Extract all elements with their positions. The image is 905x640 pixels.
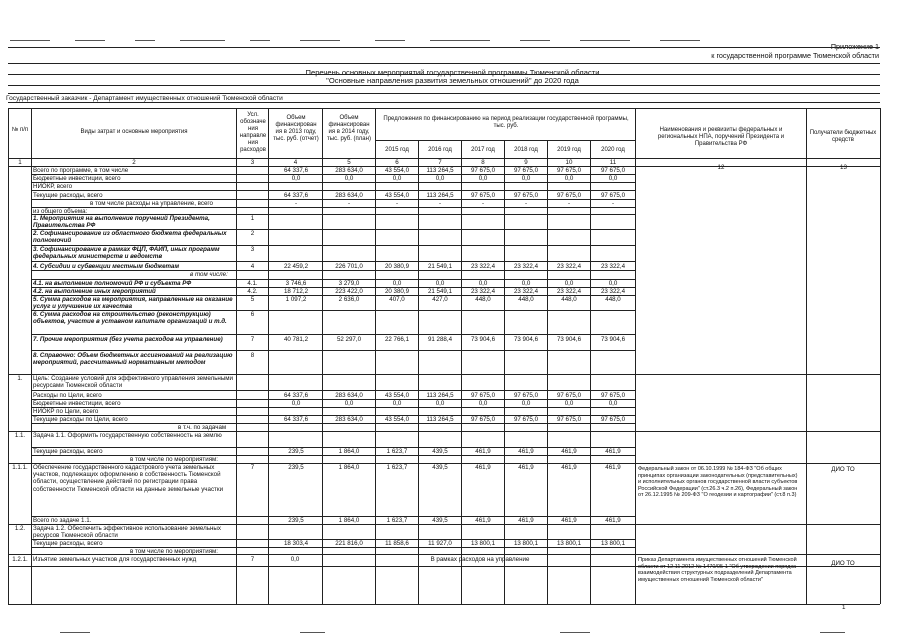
value-cell: 461,9 xyxy=(518,464,534,471)
value-cell: 97 675,0 xyxy=(470,192,496,199)
col-number: 11 xyxy=(609,159,617,166)
value-cell: 43 554,0 xyxy=(384,167,410,174)
row-label: 4.2. на выполнение иных мероприятий xyxy=(33,288,156,295)
value-cell: 3 746,6 xyxy=(285,280,307,287)
col-number: 9 xyxy=(524,159,528,166)
col-cond-header: Усл. обозначе ния направле ния расходов xyxy=(239,112,267,153)
col-recipients-header: Получатели бюджетных средств xyxy=(809,130,877,143)
value-cell: 461,9 xyxy=(605,464,621,471)
value-cell: 97 675,0 xyxy=(600,416,626,423)
col-year-2015: 2015 год xyxy=(385,147,409,153)
col-number: 8 xyxy=(481,159,485,166)
value-cell: 13 800,1 xyxy=(513,540,539,547)
value-cell: 11 927,0 xyxy=(428,540,452,547)
row-label: Текущие расходы по Цели, всего xyxy=(33,416,128,423)
value-cell: 13 800,1 xyxy=(600,540,626,547)
cond-code: 3 xyxy=(250,246,255,253)
row-label: в т.ч. по задачам xyxy=(178,424,227,431)
value-cell: 0,0 xyxy=(435,400,445,407)
value-cell: 64 337,6 xyxy=(283,167,309,174)
value-cell: 22 459,2 xyxy=(283,263,309,270)
col-number: 1 xyxy=(18,159,22,166)
row-number: 1. xyxy=(17,375,23,382)
row-label: в том числе расходы на управление, всего xyxy=(90,200,213,207)
scan-mark xyxy=(300,40,340,41)
value-cell: 43 554,0 xyxy=(384,192,410,199)
row-number: 1.2.1. xyxy=(12,556,28,563)
scan-mark xyxy=(430,40,490,41)
col-number: 3 xyxy=(250,159,255,166)
value-cell: 23 322,4 xyxy=(513,288,539,295)
value-cell: 0,0 xyxy=(521,175,531,182)
value-cell: 97 675,0 xyxy=(470,167,496,174)
row-label: Задача 1.2. Обеспечить эффективное использование земельных ресурсов Тюменской области xyxy=(33,525,221,540)
recipient: ДИО ТО xyxy=(831,560,855,567)
col-npa-header: Наименования и реквизиты федеральных и региональных НПА, поручений Президента и Правительства РФ xyxy=(657,127,785,147)
scan-mark xyxy=(300,632,325,633)
value-cell: 23 322,4 xyxy=(556,263,582,270)
row-label: Текущие расходы, всего xyxy=(33,448,103,455)
value-cell: 0,0 xyxy=(564,400,574,407)
value-cell: 23 322,4 xyxy=(600,263,626,270)
npa-reference: Федеральный закон от 06.10.1999 № 184-ФЗ "Об общих принципах организации законодательных (представительных) и исполнительных органов государственной власти субъектов Российской Федерации" (ст.26.3 ч.2 п.26), Федеральный закон от 26.12.1995 № 209-ФЗ "О геодезии и картографии" (ст.8 п.3) xyxy=(638,466,798,498)
row-label: 4.1. на выполнение полномочий РФ и субъекта РФ xyxy=(33,280,192,287)
value-cell: 0,0 xyxy=(435,175,445,182)
value-cell: - xyxy=(524,200,528,207)
value-cell: 0,0 xyxy=(344,175,354,182)
scan-mark xyxy=(660,40,700,41)
value-cell: 23 322,4 xyxy=(556,288,582,295)
value-cell: 448,0 xyxy=(605,296,621,303)
value-cell: 18 303,4 xyxy=(283,540,309,547)
cond-code: 7 xyxy=(250,556,255,563)
row-label: Изъятие земельных участков для государственных нужд xyxy=(33,556,197,563)
row-label: в том числе: xyxy=(190,271,228,278)
value-cell: 97 675,0 xyxy=(513,167,539,174)
value-cell: 0,0 xyxy=(344,400,354,407)
value-cell: 97 675,0 xyxy=(600,167,626,174)
row-label: Всего по программе, в том числе xyxy=(33,167,129,174)
annex-reference: к государственной программе Тюменской области xyxy=(711,51,879,60)
cond-code: 8 xyxy=(250,352,255,359)
value-cell: 0,0 xyxy=(608,400,618,407)
value-cell: 23 322,4 xyxy=(600,288,626,295)
value-cell: 0,0 xyxy=(521,400,531,407)
value-cell: 283 634,0 xyxy=(335,192,363,199)
value-cell: 1 864,0 xyxy=(338,464,360,471)
value-cell: 22 766,1 xyxy=(384,336,410,343)
value-cell: 23 322,4 xyxy=(470,288,496,295)
scan-mark xyxy=(520,40,550,41)
row-number: 1.1. xyxy=(14,432,26,439)
value-cell: 439,5 xyxy=(432,448,448,455)
value-cell: 97 675,0 xyxy=(600,192,626,199)
value-cell: 13 800,1 xyxy=(470,540,496,547)
value-cell: 97 675,0 xyxy=(513,192,539,199)
value-cell: 73 904,6 xyxy=(600,336,626,343)
value-cell: 461,9 xyxy=(475,517,491,524)
value-cell: 64 337,6 xyxy=(283,416,309,423)
col-number: 4 xyxy=(293,159,298,166)
value-cell: 2 636,0 xyxy=(338,296,360,303)
value-cell: 97 675,0 xyxy=(556,416,582,423)
col-proposals-header: Предложения по финансированию на период реализации государственной программы, тыс. руб. xyxy=(383,116,629,129)
col-year-2017: 2017 год xyxy=(471,147,495,153)
value-cell: 283 634,0 xyxy=(335,392,363,399)
value-cell: 239,5 xyxy=(288,464,304,471)
value-cell: 0,0 xyxy=(564,280,574,287)
row-label: Бюджетные инвестиции, всего xyxy=(33,400,121,407)
row-label: 2. Софинансирование из областного бюджета федеральных полномочий xyxy=(33,230,227,245)
row-label: НИОКР по Цели, всего xyxy=(33,408,99,415)
value-cell: 283 634,0 xyxy=(335,416,363,423)
value-cell: 0,0 xyxy=(291,175,301,182)
recipient: ДИО ТО xyxy=(831,466,855,473)
value-cell: 461,9 xyxy=(518,517,534,524)
row-label: Обеспечение государственного кадастрового учета земельных участков, подлежащих оформлению в собственность Тюменской области, осуществление действий по регистрации права собственности Тюменской области на данные земельные участки xyxy=(33,464,224,493)
col-2013-header: Объем финансирован ия в 2013 году, тыс. руб. (отчет) xyxy=(273,115,319,142)
table-top-border xyxy=(8,108,880,109)
scan-mark xyxy=(560,632,590,633)
value-cell: 43 554,0 xyxy=(384,416,410,423)
scan-mark xyxy=(375,40,405,41)
value-cell: 97 675,0 xyxy=(556,167,582,174)
cond-code: 4.2. xyxy=(247,288,258,295)
row-label: Текущие расходы, всего xyxy=(33,192,103,199)
npa-reference: Приказ Департамента имущественных отношений Тюменской области от 12.11.2012 № 1470/05-1 "Об утверждении порядка взаимодействия структурных подразделений Департамента имущественных отношений Тюменской области" xyxy=(638,557,797,583)
value-cell: 239,5 xyxy=(288,517,304,524)
value-cell: - xyxy=(567,200,571,207)
value-cell: 113 264,5 xyxy=(426,167,454,174)
value-cell: 427,0 xyxy=(432,296,448,303)
row-label: Всего по задаче 1.1. xyxy=(33,517,92,524)
scan-mark xyxy=(250,40,270,41)
col-num-header: № п/п xyxy=(11,127,29,133)
value-cell: 73 904,6 xyxy=(513,336,539,343)
value-cell: - xyxy=(481,200,485,207)
document-title: Перечень основных мероприятий государственной программы Тюменской области xyxy=(305,68,600,77)
value-cell: 0,0 xyxy=(392,280,402,287)
scan-mark xyxy=(10,40,50,41)
value-cell: 0,0 xyxy=(478,280,488,287)
col-number: 5 xyxy=(347,159,351,166)
value-cell: 1 623,7 xyxy=(386,517,408,524)
value-cell: 21 549,1 xyxy=(427,288,453,295)
value-cell: 52 297,0 xyxy=(336,336,362,343)
col-2014-header: Объем финансирован ия в 2014 году, тыс. руб. (план) xyxy=(327,115,371,142)
row-label: Задача 1.1. Оформить государственную собственность на землю xyxy=(33,432,222,439)
value-cell: 448,0 xyxy=(475,296,491,303)
value-cell: 43 554,0 xyxy=(384,392,410,399)
cond-code: 4 xyxy=(250,263,255,270)
col-year-2018: 2018 год xyxy=(514,147,538,153)
row-label: Бюджетные инвестиции, всего xyxy=(33,175,121,182)
value-cell: 97 675,0 xyxy=(513,392,539,399)
row-label: 4. Субсидии и субвенции местным бюджетам xyxy=(33,263,180,270)
value-cell: 239,5 xyxy=(288,448,304,455)
value-cell: 461,9 xyxy=(518,448,534,455)
row-label: Цель: Создание условий для эффективного управления земельными ресурсами Тюменской области xyxy=(33,375,234,390)
col-kinds-header: Виды затрат и основные мероприятия xyxy=(80,129,188,135)
value-cell: - xyxy=(294,200,298,207)
value-cell: 73 904,6 xyxy=(556,336,582,343)
value-cell: 91 288,4 xyxy=(427,336,453,343)
value-cell: 97 675,0 xyxy=(556,192,582,199)
page-mark: 1 xyxy=(842,604,846,611)
col-year-2020: 2020 год xyxy=(601,147,625,153)
value-cell: 0,0 xyxy=(392,175,402,182)
value-cell: 0,0 xyxy=(564,175,574,182)
value-cell: 461,9 xyxy=(605,448,621,455)
value-cell: 461,9 xyxy=(561,448,577,455)
row-label: в том числе по мероприятиям: xyxy=(130,548,219,555)
row-label: Текущие расходы, всего xyxy=(33,540,103,547)
cond-code: 2 xyxy=(250,230,255,237)
row-label: из общего объема: xyxy=(33,208,88,215)
value-cell: 226 701,0 xyxy=(335,263,363,270)
value-cell: 0,0 xyxy=(291,400,301,407)
value-cell: 448,0 xyxy=(561,296,577,303)
value-cell: 97 675,0 xyxy=(600,392,626,399)
col-year-2016: 2016 год xyxy=(428,147,452,153)
value-cell: 448,0 xyxy=(518,296,534,303)
value-cell: 40 781,2 xyxy=(283,336,309,343)
value-cell: 113 264,5 xyxy=(426,416,454,423)
row-label: 3. Софинансирование в рамках ФЦП, ФАИП, иных программ федеральных министерств и ведомств xyxy=(33,246,220,261)
scan-mark xyxy=(820,632,845,633)
value-cell: 0,0 xyxy=(478,175,488,182)
scan-mark xyxy=(75,40,105,41)
value-cell: 0,0 xyxy=(435,280,445,287)
value-cell: 64 337,6 xyxy=(283,392,309,399)
value-cell: 223 422,0 xyxy=(335,288,363,295)
value-cell: 73 904,6 xyxy=(470,336,496,343)
value-cell: 461,9 xyxy=(561,517,577,524)
value-cell: 97 675,0 xyxy=(556,392,582,399)
value-cell: 439,5 xyxy=(432,464,448,471)
row-label: 6. Сумма расходов на строительство (реконструкцию) объектов, участие в уставном капитале организаций и т.д. xyxy=(33,311,227,326)
cond-code: 7 xyxy=(250,464,255,471)
annex-label: Приложение 1 xyxy=(830,42,879,51)
col-number: 2 xyxy=(132,159,136,166)
value-cell: 20 380,9 xyxy=(384,263,410,270)
document-subtitle: "Основные направления развития земельных отношений" до 2020 года xyxy=(326,76,579,85)
row-label: 8. Справочно: Объем бюджетных ассигнований на реализацию мероприятий, рассчитанный нормативным методом xyxy=(33,352,233,367)
row-label: 1. Мероприятия на выполнение поручений Президента, Правительства РФ xyxy=(33,215,210,230)
row-label: НИОКР, всего xyxy=(33,183,73,190)
value-cell: 11 858,6 xyxy=(385,540,409,547)
value-cell: 13 800,1 xyxy=(556,540,582,547)
scan-mark xyxy=(135,40,155,41)
row-number: 1.2. xyxy=(14,525,26,532)
col-number: 6 xyxy=(395,159,399,166)
row-label: в том числе по мероприятиям: xyxy=(130,456,219,463)
value-cell: 1 623,7 xyxy=(386,464,408,471)
value-cell: 0,0 xyxy=(608,175,618,182)
col-year-2019: 2019 год xyxy=(557,147,581,153)
scan-mark xyxy=(580,40,630,41)
cond-code: 4.1. xyxy=(247,280,258,287)
row-number: 1.1.1. xyxy=(12,464,28,471)
value-cell: 0,0 xyxy=(608,280,618,287)
value-cell: 0,0 xyxy=(290,556,300,563)
value-cell: 1 623,7 xyxy=(386,448,408,455)
value-cell: 64 337,6 xyxy=(283,192,309,199)
value-cell: 407,0 xyxy=(389,296,405,303)
value-cell: 3 279,0 xyxy=(338,280,360,287)
table-bottom-border xyxy=(8,604,880,605)
value-cell: - xyxy=(347,200,351,207)
col-number: 10 xyxy=(565,159,573,166)
value-cell: 461,9 xyxy=(561,464,577,471)
value-cell: 439,5 xyxy=(432,517,448,524)
management-note: В рамках расходов на управление xyxy=(430,556,530,563)
value-cell: 0,0 xyxy=(392,400,402,407)
row-label: Расходы по Цели, всего xyxy=(33,392,102,399)
value-cell: 461,9 xyxy=(475,464,491,471)
scan-mark xyxy=(180,40,225,41)
value-cell: 113 264,5 xyxy=(426,392,454,399)
value-cell: 97 675,0 xyxy=(470,416,496,423)
col-number: 12 xyxy=(717,164,725,171)
cond-code: 6 xyxy=(250,311,255,318)
value-cell: 18 712,2 xyxy=(283,288,309,295)
value-cell: 0,0 xyxy=(521,280,531,287)
value-cell: - xyxy=(611,200,615,207)
value-cell: 97 675,0 xyxy=(513,416,539,423)
state-customer: Государственный заказчик - Департамент имущественных отношений Тюменской области xyxy=(6,95,283,102)
value-cell: - xyxy=(395,200,399,207)
scan-mark xyxy=(60,632,90,633)
value-cell: 461,9 xyxy=(475,448,491,455)
value-cell: 0,0 xyxy=(478,400,488,407)
value-cell: 221 816,0 xyxy=(335,540,363,547)
value-cell: 20 380,9 xyxy=(384,288,410,295)
row-label: 7. Прочие мероприятия (без учета расходов на управление) xyxy=(33,336,223,343)
value-cell: 23 322,4 xyxy=(470,263,496,270)
value-cell: 97 675,0 xyxy=(470,392,496,399)
value-cell: 23 322,4 xyxy=(513,263,539,270)
value-cell: 113 264,5 xyxy=(426,192,454,199)
value-cell: 283 634,0 xyxy=(335,167,363,174)
value-cell: 461,9 xyxy=(605,517,621,524)
col-number: 13 xyxy=(840,164,847,171)
value-cell: 1 097,2 xyxy=(285,296,307,303)
cond-code: 5 xyxy=(250,296,255,303)
row-label: 5. Сумма расходов на мероприятия, направленные на оказание услуг и улучшение их качества xyxy=(33,296,233,311)
cond-code: 1 xyxy=(250,215,255,222)
cond-code: 7 xyxy=(250,336,255,343)
value-cell: - xyxy=(438,200,442,207)
value-cell: 1 864,0 xyxy=(338,517,360,524)
col-number: 7 xyxy=(438,159,442,166)
value-cell: 1 864,0 xyxy=(338,448,360,455)
value-cell: 21 549,1 xyxy=(427,263,453,270)
